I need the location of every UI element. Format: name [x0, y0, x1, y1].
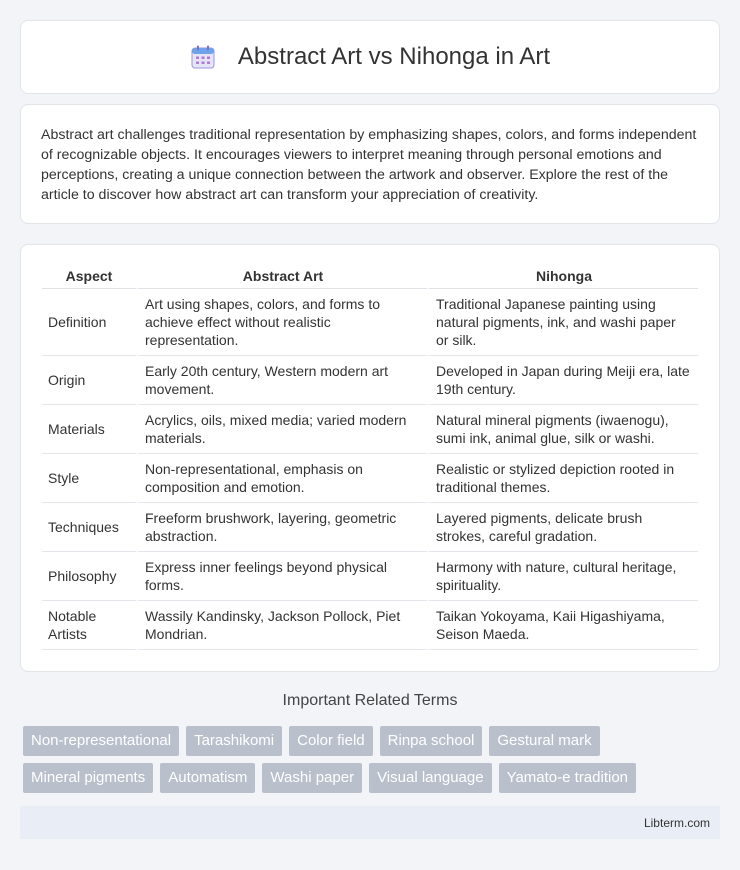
tag-gestural-mark[interactable]: Gestural mark [489, 726, 599, 756]
page-title: Abstract Art vs Nihonga in Art [237, 43, 551, 70]
header-nihonga: Nihonga [427, 265, 698, 289]
tag-non-representational[interactable]: Non-representational [23, 726, 179, 756]
intro-card [20, 104, 720, 224]
tag-visual-language[interactable]: Visual language [369, 763, 491, 793]
table-row [42, 289, 698, 356]
calendar-icon [190, 44, 216, 70]
table-row [42, 454, 698, 503]
tag-washi-paper[interactable]: Washi paper [262, 763, 362, 793]
tag-mineral-pigments[interactable]: Mineral pigments [23, 763, 153, 793]
nihonga-cell: Harmony with nature, cultural heritage, spirituality. [427, 552, 698, 601]
tag-tarashikomi[interactable]: Tarashikomi [186, 726, 282, 756]
tag-row [23, 763, 723, 793]
tag-row [23, 726, 723, 756]
header-aspect: Aspect [42, 265, 136, 289]
header-card [20, 20, 720, 94]
aspect-cell: Materials [42, 405, 136, 454]
table-row [42, 552, 698, 601]
tag-color-field[interactable]: Color field [289, 726, 373, 756]
table-row [42, 405, 698, 454]
table-header-row [42, 265, 698, 289]
related-terms-tags [23, 726, 723, 800]
aspect-cell: Notable Artists [42, 601, 136, 650]
abstract-art-cell: Acrylics, oils, mixed media; varied modern materials. [136, 405, 427, 454]
table-row [42, 503, 698, 552]
abstract-art-cell: Early 20th century, Western modern art movement. [136, 356, 427, 405]
header-abstract-art: Abstract Art [136, 265, 427, 289]
abstract-art-cell: Art using shapes, colors, and forms to achieve effect without realistic representation. [136, 289, 427, 356]
aspect-cell: Philosophy [42, 552, 136, 601]
nihonga-cell: Realistic or stylized depiction rooted in traditional themes. [427, 454, 698, 503]
tag-yamato-e-tradition[interactable]: Yamato-e tradition [499, 763, 636, 793]
table-row [42, 356, 698, 405]
aspect-cell: Definition [42, 289, 136, 356]
nihonga-cell: Layered pigments, delicate brush strokes, careful gradation. [427, 503, 698, 552]
tag-rinpa-school[interactable]: Rinpa school [380, 726, 483, 756]
aspect-cell: Style [42, 454, 136, 503]
nihonga-cell: Developed in Japan during Meiji era, late 19th century. [427, 356, 698, 405]
table-row [42, 601, 698, 650]
aspect-cell: Techniques [42, 503, 136, 552]
footer [20, 806, 720, 839]
intro-text: Abstract art challenges traditional representation by emphasizing shapes, colors, and forms independent of recognizable objects. It encourages viewers to interpret meaning through personal emotions and perceptions, creating a unique connection between the artwork and observer. Explore the rest of the article to discover how abstract art can transform your appreciation of creativity. [41, 127, 697, 203]
abstract-art-cell: Freeform brushwork, layering, geometric abstraction. [136, 503, 427, 552]
abstract-art-cell: Express inner feelings beyond physical forms. [136, 552, 427, 601]
comparison-table [42, 265, 698, 650]
nihonga-cell: Taikan Yokoyama, Kaii Higashiyama, Seison Maeda. [427, 601, 698, 650]
aspect-cell: Origin [42, 356, 136, 405]
related-terms-title: Important Related Terms [282, 692, 458, 709]
nihonga-cell: Traditional Japanese painting using natural pigments, ink, and washi paper or silk. [427, 289, 698, 356]
nihonga-cell: Natural mineral pigments (iwaenogu), sumi ink, animal glue, silk or washi. [427, 405, 698, 454]
comparison-card [20, 244, 720, 672]
abstract-art-cell: Wassily Kandinsky, Jackson Pollock, Piet Mondrian. [136, 601, 427, 650]
footer-link[interactable]: Libterm.com [643, 816, 710, 830]
tag-automatism[interactable]: Automatism [160, 763, 255, 793]
abstract-art-cell: Non-representational, emphasis on composition and emotion. [136, 454, 427, 503]
